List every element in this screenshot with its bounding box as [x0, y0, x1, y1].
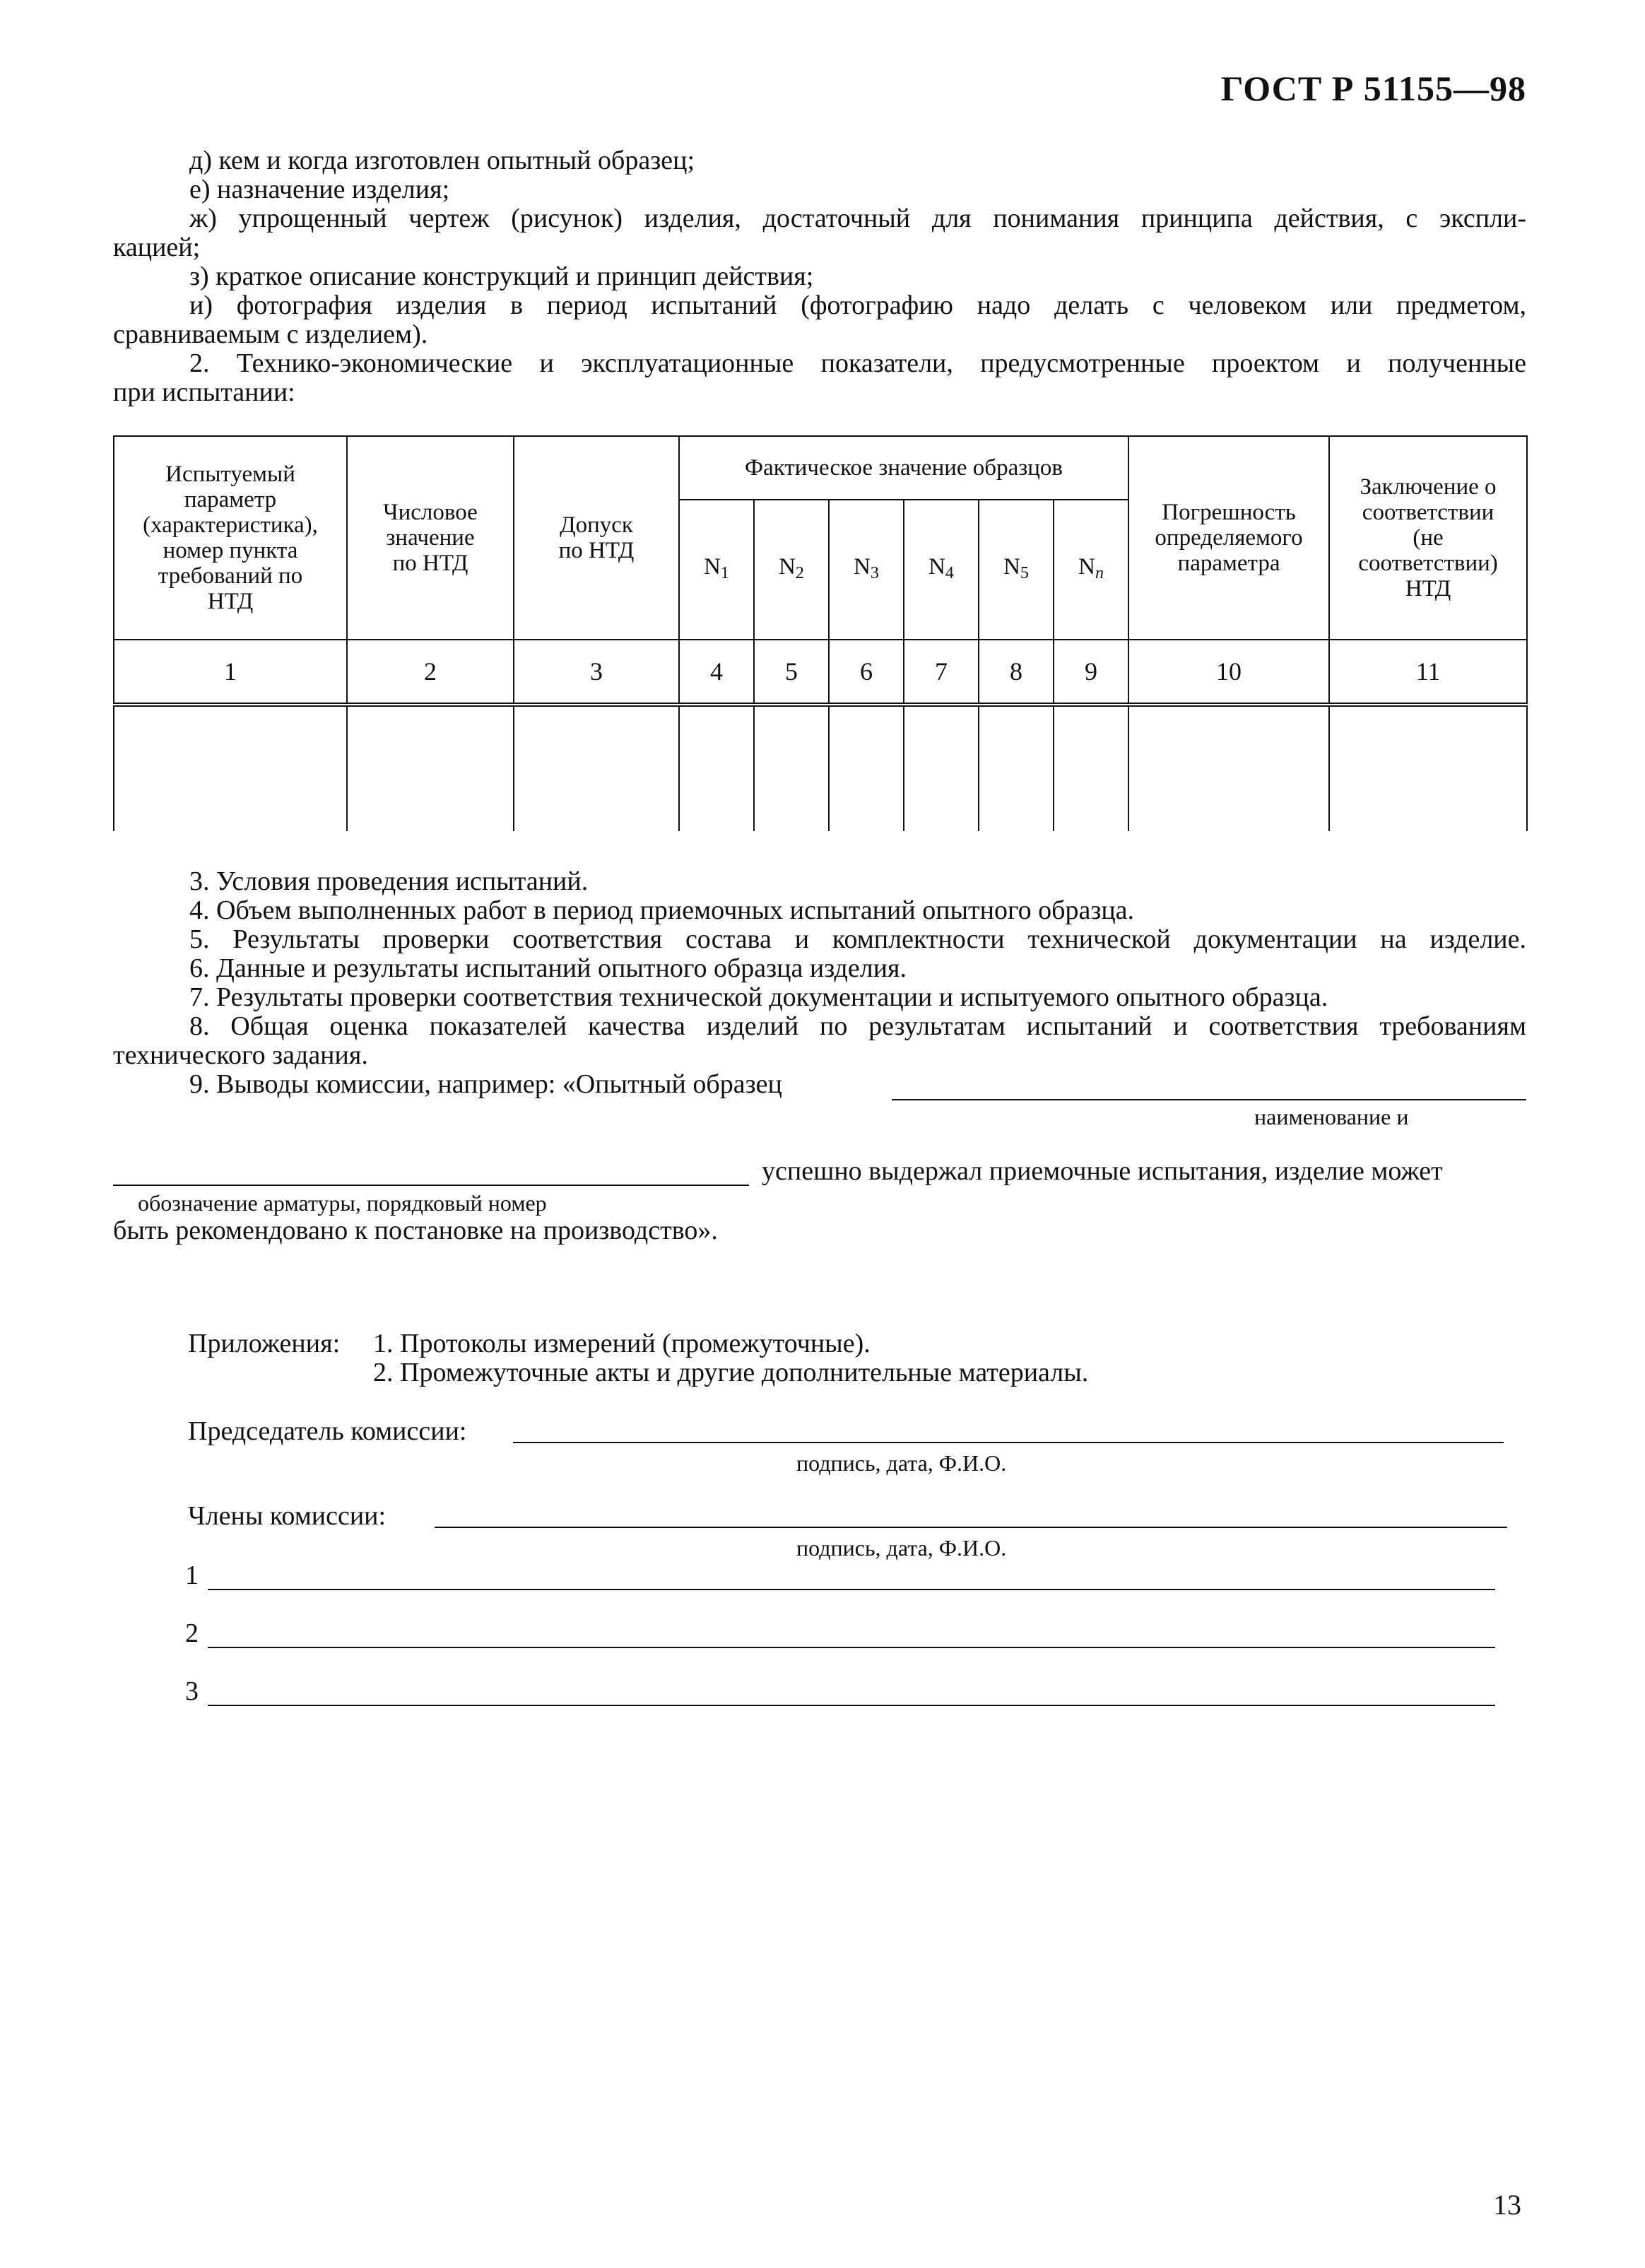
list-item-8-cont: технического задания.	[113, 1040, 368, 1070]
intro-item-z: з) краткое описание конструкций и принцип действия;	[189, 262, 814, 291]
list-item-9: 9. Выводы комиссии, например: «Опытный образец	[189, 1069, 782, 1099]
sample-n5: N5	[979, 500, 1054, 640]
column-number: 4	[679, 640, 754, 705]
intro-item-zh-cont: кацией;	[113, 233, 201, 262]
members-label: Члены комиссии:	[188, 1501, 387, 1531]
intro-item-zh: ж) упрощенный чертеж (рисунок) изделия, достаточный для понимания принципа действия, с экспли-	[189, 204, 1526, 233]
conclusion-tail-text: успешно выдержал приемочные испытания, изделие может	[762, 1156, 1443, 1186]
sample-nn: Nn	[1054, 500, 1128, 640]
attachment-1: 1. Протоколы измерений (промежуточные).	[373, 1329, 871, 1358]
attachment-2: 2. Промежуточные акты и другие дополнительные материалы.	[373, 1358, 1089, 1387]
column-number: 5	[754, 640, 829, 705]
col-header-parameter: Испытуемый параметр (характеристика), номер пункта требований по НТД	[114, 436, 347, 640]
member-number: 3	[185, 1676, 199, 1706]
list-item-5: 5. Результаты проверки соответствия состава и комплектности технической документации на изделие.	[189, 924, 1526, 954]
column-number: 3	[514, 640, 679, 705]
column-number: 8	[979, 640, 1054, 705]
fill-in-line-designation[interactable]	[113, 1185, 749, 1186]
list-item-6: 6. Данные и результаты испытаний опытного образца изделия.	[189, 953, 907, 983]
sample-n1: N1	[679, 500, 754, 640]
column-number: 2	[347, 640, 514, 705]
document-number: ГОСТ Р 51155—98	[1220, 69, 1526, 108]
intro-item-d: д) кем и когда изготовлен опытный образец;	[189, 146, 695, 175]
members-signature-caption: подпись, дата, Ф.И.О.	[796, 1535, 1007, 1561]
member-number: 2	[185, 1618, 199, 1648]
sample-n2: N2	[754, 500, 829, 640]
list-item-4: 4. Объем выполненных работ в период приемочных испытаний опытного образца.	[189, 895, 1135, 925]
caption-name: наименование и	[1254, 1104, 1409, 1129]
table-row	[114, 705, 1527, 831]
column-number: 6	[829, 640, 904, 705]
sample-n4: N4	[904, 500, 979, 640]
col-header-tolerance: Допуск по НТД	[514, 436, 679, 640]
column-number: 10	[1128, 640, 1329, 705]
col-header-numeric-value: Числовое значение по НТД	[347, 436, 514, 640]
col-header-conclusion: Заключение о соответствии (не соответствии) НТД	[1329, 436, 1527, 640]
intro-item-e: е) назначение изделия;	[189, 175, 450, 204]
col-header-actual-values: Фактическое значение образцов	[679, 436, 1128, 500]
caption-designation: обозначение арматуры, порядковый номер	[138, 1190, 547, 1216]
test-results-table	[113, 435, 1528, 831]
column-number: 11	[1329, 640, 1527, 705]
member-3-line[interactable]	[208, 1705, 1495, 1706]
list-item-7: 7. Результаты проверки соответствия технической документации и испытуемого опытного образца.	[189, 982, 1328, 1012]
chairman-label: Председатель комиссии:	[188, 1416, 467, 1446]
intro-item-i-cont: сравниваемым с изделием).	[113, 319, 428, 349]
members-signature-line[interactable]	[435, 1527, 1507, 1528]
col-header-error: Погрешность определяемого параметра	[1128, 436, 1329, 640]
sample-n3: N3	[829, 500, 904, 640]
intro-item-i: и) фотография изделия в период испытаний (фотографию надо делать с человеком или предметом,	[189, 290, 1526, 320]
section-2-heading-cont: при испытании:	[113, 377, 295, 407]
chairman-signature-caption: подпись, дата, Ф.И.О.	[796, 1450, 1007, 1476]
column-number: 9	[1054, 640, 1128, 705]
member-2-line[interactable]	[208, 1647, 1495, 1648]
attachments-label: Приложения:	[188, 1329, 341, 1358]
member-number: 1	[185, 1561, 199, 1590]
page-number: 13	[1493, 2189, 1521, 2221]
section-2-heading: 2. Технико-экономические и эксплуатационные показатели, предусмотренные проектом и полученные	[189, 348, 1526, 378]
chairman-signature-line[interactable]	[513, 1442, 1504, 1443]
column-number: 1	[114, 640, 347, 705]
column-number: 7	[904, 640, 979, 705]
fill-in-line-product-name[interactable]	[892, 1099, 1526, 1100]
conclusion-final-text: быть рекомендовано к постановке на производство».	[113, 1216, 718, 1245]
member-1-line[interactable]	[208, 1589, 1495, 1590]
list-item-3: 3. Условия проведения испытаний.	[189, 866, 589, 896]
list-item-8: 8. Общая оценка показателей качества изделий по результатам испытаний и соответствия требованиям	[189, 1011, 1526, 1041]
